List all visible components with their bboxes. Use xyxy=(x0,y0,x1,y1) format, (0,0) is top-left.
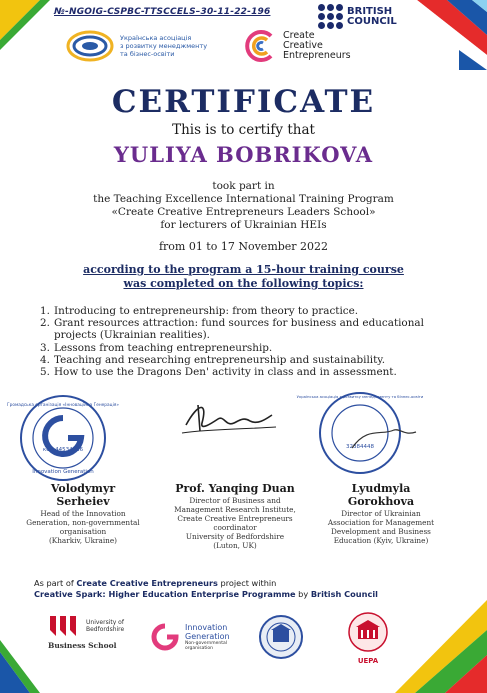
innovation-generation-logo xyxy=(150,622,230,652)
topic-item xyxy=(40,317,460,341)
ig-sub-line1: Non-governmental xyxy=(185,641,228,646)
ukrainian-association-logo xyxy=(66,28,220,64)
certificate-title: CERTIFICATE xyxy=(111,84,376,120)
footer-text: project within xyxy=(217,578,277,588)
topic-item xyxy=(40,354,460,366)
signatory-gorokhova xyxy=(320,482,442,545)
topic-text: Introducing to entrepreneurship: from theory to practice. xyxy=(54,305,359,317)
bottom-left-corner-stripes xyxy=(0,640,40,693)
cce-line1: Create xyxy=(283,30,315,41)
program-dates: from 01 to 17 November 2022 xyxy=(158,240,329,253)
signatory-role-line: Management Research Institute, xyxy=(174,505,296,514)
british-council-dots-icon xyxy=(318,4,343,29)
signatory-role-line: organisation xyxy=(59,527,107,536)
topic-number: 1. xyxy=(40,305,50,317)
top-left-corner-stripes xyxy=(0,0,60,60)
signatory-role-line: (Kharkiv, Ukraine) xyxy=(48,536,118,545)
innovation-generation-seal xyxy=(7,393,119,483)
ig-line2: Generation xyxy=(185,632,230,641)
topic-text: How to use the Dragons Den' activity in class and in assessment. xyxy=(54,366,397,379)
signatory-serheiev xyxy=(24,482,142,545)
signatory-role-line: Director of Ukrainian xyxy=(341,509,421,518)
footer-line-1 xyxy=(34,578,378,589)
uepa-emblem-icon xyxy=(348,611,388,653)
signatory-role-line: Create Creative Entrepreneurs xyxy=(177,514,293,523)
topic-text: Grant resources attraction: fund sources for business and educational projects (Ukrainian realities). xyxy=(54,317,424,342)
left-seal-code: код 44534216 xyxy=(42,447,84,453)
right-seal-ring-text: Українська асоціація з розвитку менеджменту та бізнес-освіти xyxy=(296,394,424,399)
cce-line2: Creative xyxy=(283,40,323,51)
bedfordshire-line1: University of xyxy=(86,619,124,626)
uepa-logo xyxy=(345,611,391,665)
footer-british-council: British Council xyxy=(310,589,378,599)
signatory-role-line: University of Bedfordshire xyxy=(185,532,285,541)
signatory-duan xyxy=(165,482,305,550)
participation-line: took part in xyxy=(212,180,275,192)
topic-item xyxy=(40,366,460,378)
right-seal-code: 32384448 xyxy=(346,444,374,450)
signatory-role-line: Director of Business and xyxy=(189,496,281,505)
signatory-role-line: Development and Business xyxy=(331,527,431,536)
signatory-name: Prof. Yanqing Duan xyxy=(175,482,295,495)
participation-line: the Teaching Excellence International Training Program xyxy=(93,193,394,205)
footer-line-2 xyxy=(34,589,378,600)
signatory-role-line: Generation, non-governmental xyxy=(26,518,140,527)
cce-emblem-icon xyxy=(243,28,277,64)
ua-association-line1: Українська асоціація xyxy=(120,34,192,42)
ukrainian-association-emblem-icon xyxy=(66,28,114,64)
ua-association-line2: з розвитку менеджменту xyxy=(120,42,208,50)
topic-number: 2. xyxy=(40,317,50,330)
ig-sub-line2: organisation xyxy=(185,646,213,651)
participation-line: «Create Creative Entrepreneurs Leaders School» xyxy=(111,206,376,218)
signatory-role-line: Head of the Innovation xyxy=(40,509,126,518)
topic-number: 5. xyxy=(40,366,50,379)
signatory-role-line: (Luton, UK) xyxy=(213,541,257,550)
topic-item xyxy=(40,305,460,317)
topic-item xyxy=(40,342,460,354)
signatory-name: Gorokhova xyxy=(347,495,415,508)
footer-project-name: Create Creative Entrepreneurs xyxy=(76,578,218,588)
footer-programme-name: Creative Spark: Higher Education Enterprise Programme xyxy=(34,589,296,599)
british-council-line2: COUNCIL xyxy=(347,15,397,27)
create-creative-entrepreneurs-logo xyxy=(243,28,351,64)
topic-number: 3. xyxy=(40,341,50,354)
topic-number: 4. xyxy=(40,353,50,366)
certify-statement: This is to certify that xyxy=(172,122,315,138)
uepa-label: UEPA xyxy=(357,657,379,665)
program-statement xyxy=(0,263,487,290)
bedfordshire-emblem-icon xyxy=(48,614,82,638)
ukrainian-association-seal xyxy=(296,386,424,481)
ua-association-line3: та бізнес-освіти xyxy=(120,50,175,58)
topics-list xyxy=(40,305,460,378)
recipient-name: YULIYA BOBRIKOVA xyxy=(113,142,374,167)
ig-line1: Innovation xyxy=(185,623,228,632)
innovation-generation-emblem-icon xyxy=(150,622,180,652)
signatory-name: Serheiev xyxy=(56,495,110,508)
british-council-line1: BRITISH xyxy=(347,5,393,17)
top-right-corner-stripes xyxy=(397,0,487,70)
topic-text: Lessons from teaching entrepreneurship. xyxy=(54,341,273,354)
program-footer-note xyxy=(34,578,378,600)
footer-text: by xyxy=(295,589,311,599)
participation-line: for lecturers of Ukrainian HEIs xyxy=(160,219,327,231)
left-seal-bottom-text: Innovation Generation xyxy=(32,469,94,475)
left-seal-ring-text: Громадська організація «Інноваційна Генерація» xyxy=(7,403,119,408)
signatory-role-line: coordinator xyxy=(213,523,257,532)
university-crest-logo xyxy=(258,614,304,660)
signatory-name: Volodymyr xyxy=(50,482,116,495)
cce-line3: Entrepreneurs xyxy=(283,50,351,61)
duan-signature xyxy=(178,393,278,443)
business-school-label: Business School xyxy=(48,641,117,650)
signatory-name: Lyudmyla xyxy=(351,482,411,495)
signatory-role-line: Association for Management xyxy=(327,518,435,527)
british-council-logo xyxy=(318,4,397,29)
certificate-serial-number: №-NGOIG-CSPBC-TTSCCELS–30-11-22-196 xyxy=(54,7,271,17)
program-line: was completed on the following topics: xyxy=(123,276,364,290)
signatory-role-line: Education (Kyiv, Ukraine) xyxy=(333,536,429,545)
bedfordshire-logo xyxy=(48,614,138,650)
topic-text: Teaching and researching entrepreneurship and sustainability. xyxy=(54,353,386,366)
participation-text xyxy=(0,180,487,232)
bedfordshire-line2: Bedfordshire xyxy=(86,626,125,633)
bottom-right-corner-stripes xyxy=(395,600,487,693)
footer-text: As part of xyxy=(34,578,77,588)
program-line: according to the program a 15-hour training course xyxy=(83,263,404,276)
